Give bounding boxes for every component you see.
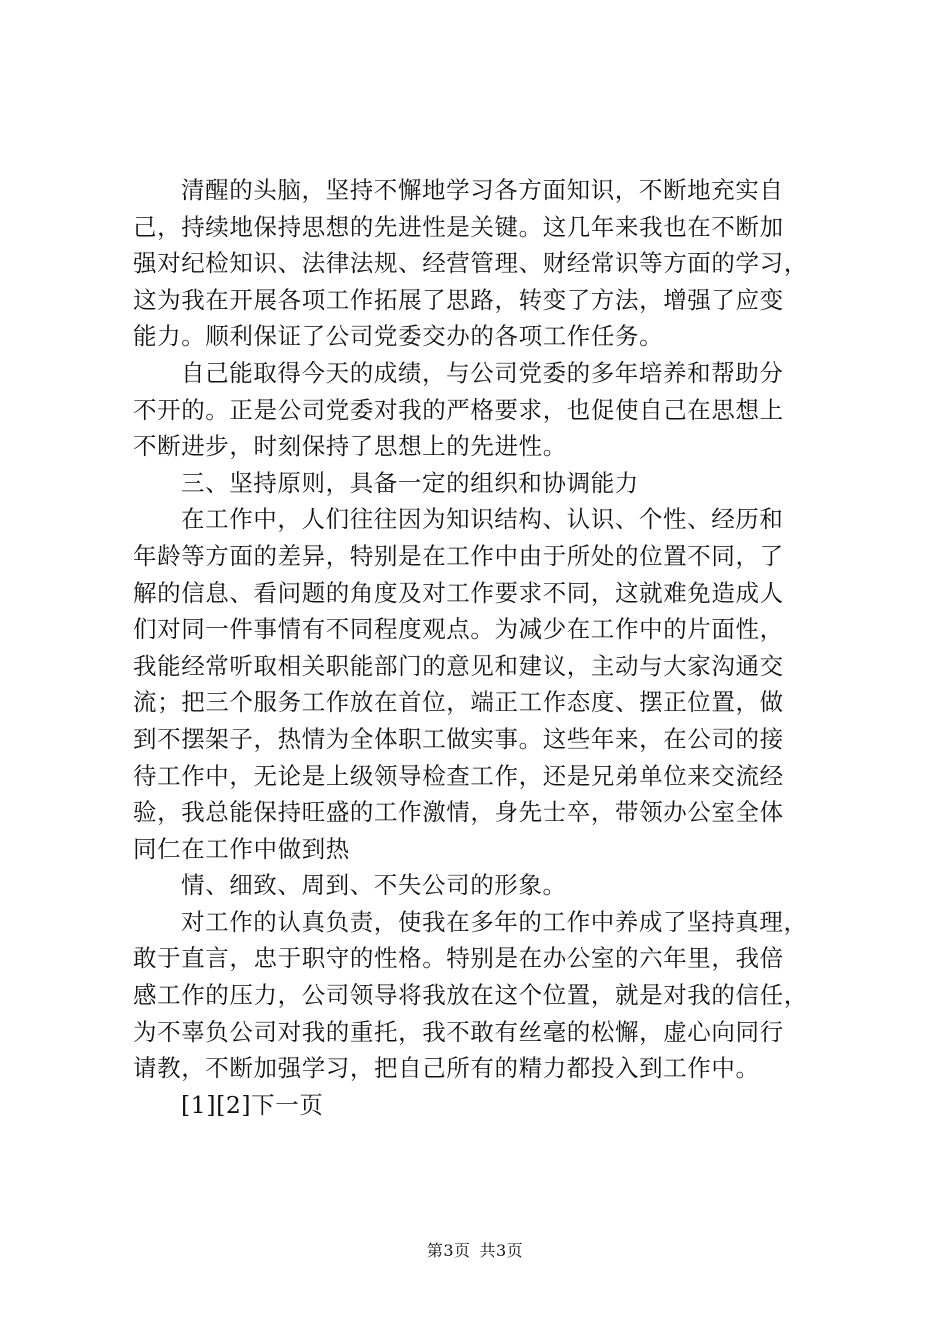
text-line: 不开的。正是公司党委对我的严格要求，也促使自己在思想上 [133, 395, 784, 424]
text-line: 待工作中，无论是上级领导检查工作，还是兄弟单位来交流经 [133, 761, 784, 790]
text-line: 清醒的头脑，坚持不懈地学习各方面知识，不断地充实自 [181, 176, 784, 204]
text-line: 己，持续地保持思想的先进性是关键。这几年来我也在不断加 [133, 212, 784, 241]
document-body [133, 172, 833, 1123]
text-line: 我能经常听取相关职能部门的意见和建议，主动与大家沟通交 [133, 651, 784, 680]
section-heading: 三、坚持原则，具备一定的组织和协调能力 [181, 468, 639, 497]
text-line: 感工作的压力，公司领导将我放在这个位置，就是对我的信任， [133, 981, 808, 1010]
page-footer [0, 1240, 950, 1262]
text-line: 对工作的认真负责，使我在多年的工作中养成了坚持真理， [181, 907, 808, 936]
text-line: 解的信息、看问题的角度及对工作要求不同，这就难免造成人 [133, 578, 784, 607]
text-line: 请教，不断加强学习，把自己所有的精力都投入到工作中。 [133, 1054, 760, 1083]
text-line: 不断进步，时刻保持了思想上的先进性。 [133, 432, 567, 461]
text-line: 为不辜负公司对我的重托，我不敢有丝毫的松懈，虚心向同行 [133, 1017, 784, 1046]
text-line: 们对同一件事情有不同程度观点。为减少在工作中的片面性， [133, 615, 784, 644]
text-line: 情、细致、周到、不失公司的形象。 [181, 871, 567, 900]
text-line: 到不摆架子，热情为全体职工做实事。这些年来，在公司的接 [133, 724, 784, 753]
text-line: 敢于直言，忠于职守的性格。特别是在办公室的六年里，我倍 [133, 944, 784, 973]
pagination-links[interactable]: [1][2]下一页 [181, 1090, 324, 1119]
text-line: 在工作中，人们往往因为知识结构、认识、个性、经历和 [181, 505, 784, 534]
text-line: 强对纪检知识、法律法规、经营管理、财经常识等方面的学习， [133, 249, 808, 278]
text-line: 年龄等方面的差异，特别是在工作中由于所处的位置不同，了 [133, 541, 784, 570]
text-line: 流；把三个服务工作放在首位，端正工作态度、摆正位置，做 [133, 688, 784, 717]
text-line: 同仁在工作中做到热 [133, 834, 350, 863]
text-line: 自己能取得今天的成绩，与公司党委的多年培养和帮助分 [181, 358, 784, 387]
text-line: 这为我在开展各项工作拓展了思路，转变了方法，增强了应变 [133, 285, 784, 314]
page-number: 第3页 [426, 1241, 471, 1260]
page-total: 共3页 [479, 1241, 524, 1260]
text-line: 验，我总能保持旺盛的工作激情，身先士卒，带领办公室全体 [133, 798, 784, 827]
text-line: 能力。顺利保证了公司党委交办的各项工作任务。 [133, 322, 664, 351]
